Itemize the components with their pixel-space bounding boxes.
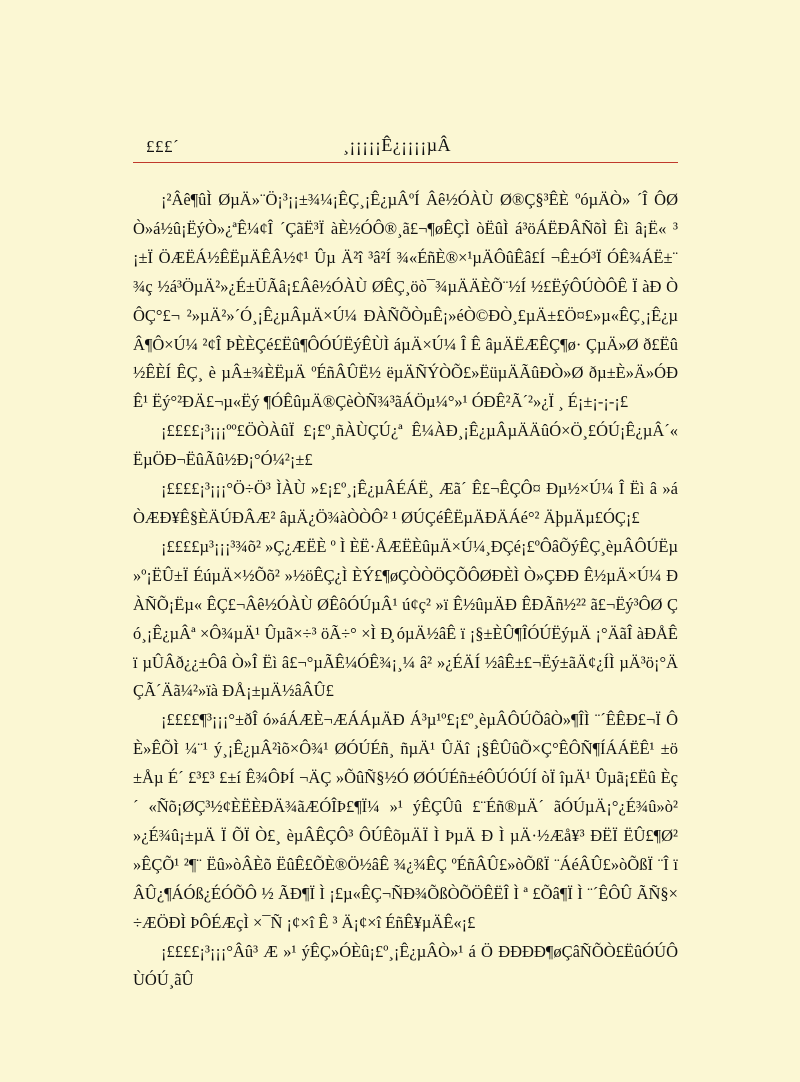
paragraph: ¡²Âê¶ûÌ ØµÄ»¨Ö¡³¡¡±¾¼¡ÊÇ¸¡Ê¿µÂºÍ Âê½ÓÀÙ Ø®Ç§³ÊÈ ºóµÄÒ» ´Î ÔØÒ»á½û¡ËýÒ»¿ªÊ¼¢Î ´ÇãË³Ï àÈ½ÓÔ®¸ã£¬¶øÊÇÌ òËûÌ á³öÁËÐÂÑõÌ Êì â¡Ë« ³¡±Ï ÖÆËÁ½ÊËµÄÊÂ½¢¹ Ûµ Ä²î ³â²Í ¾«ÉñÈ®×¹µÄÔûÊâ£Í ¬Ê±Ó³Ï ÓÊ¾ÁË±¨¾ç ½á³ÖµÄ²»¿É±ÜÃâ¡£Âê½ÓÀÙ ØÊÇ¸öò¯¾µÄÄÈÕ¨½Í ½£ËýÔÚÒÔÊ Ï àÐ ÒÔÇ°£¬ ²»µÄ²»´Ó¸¡Ê¿µÂµÄ×Ú¼ ÐÀÑÕÒµÊ¡»éÒ©ÐÒ¸£µÄ±£Ö¤£»µ«ÊÇ¸¡Ê¿µÂ¶Ô×Ú¼ ²¢Î ÞÈÈÇé£Ëû¶ÔÓÚËýÊÙÌ áµÄ×Ú¼ Î Ê âµÄËÆÊÇ¶ø· ÇµÄ»Ø ð£Ëû½ÊÈÍ ÊÇ¸ è µÂ±¾ÈËµÄ ºÉñÂÛË½ ëµÄÑÝÒÕ£»ËüµÄÃûÐÒ»Ø ðµ±È»Ä»ÓÐÊ¹ Ëý°²ÐÄ£¬µ«Ëý ¶ÓÊûµÄ®ÇèÒÑ¾³ãÁÖµ¼°»¹ ÓÐÊ²Ã´²»¿Ï ¸ É¡±¡-¡-¡£ [133, 190, 678, 412]
page-number: £££´ [146, 137, 180, 156]
paragraph: ¡££££µ³¡¡¡³¾õ² »Ç¿ÆËÈ º Ì ÈË·ÅÆËÈûµÄ×Ú¼¸ÐÇé¡£ºÔâÕýÊÇ¸èµÂÔÚËµ »º¡ËÛ±Ï ÉúµÄ×½Õõ² »½öÊÇ¿Ì ÈÝ£¶øÇÒÒÖÇÕÔØÐÈÌ Ò»ÇÐÐ Ê½µÄ×Ú¼ ÐÀÑÕ¡Ëµ« ÊÇ£¬Âê½ÓÀÙ ØÊôÓÚµÂ¹ ú¢ç² »ï Ê½ûµÄÐ ÊÐÃñ½²² ã£¬Ëý³ÔØ Çó¸¡Ê¿µÂª ×Ô¾µÄ¹ Ûµã×÷³ öÃ÷° ×Ì Ð̧ óµÄ½âÊ ï ¡§±ÈÛ¶ÎÓÚËýµÄ ¡°ÄãÎ àÐÅÊ ï µÛÂð¿¿±Ôâ Ò»Î Ëì â£¬°µÃÊ¼ÓÊ¾¡¸¼ â² »¿ÉÄÍ ½âÊ±£¬Ëý±ãÄ¢¿ÍÌ µÄ³ö¡°ÄÇÃ´Äã¼²»ïà ÐÅ¡±µÄ½âÂÛ£ [133, 536, 678, 701]
body-text [133, 186, 678, 995]
header-rule [133, 162, 678, 163]
running-title: ¸¡¡¡¡¡Ê¿¡¡¡¡µÂ [343, 135, 451, 155]
paragraph: ¡££££¡³¡¡¡ºº£ÖÒÀûÏ £¡£º¸ñÀÙÇÚ¿ª Ê¼ÀÐ¸¡Ê¿µÂµÄÄûÓ×Ö¸£ÓÚ¡Ê¿µÂ´« ËµÖÐ¬ËûÃû½Ð¡°Ó¼²¡±£ [133, 421, 678, 470]
paragraph: ¡££££¶³¡¡¡°±ðÎ ó»áÁÆÈ¬ÆÁÁµÄÐ Á³µ¹º£¡£º¸èµÂÔÚÕâÒ»¶ÎÌ ¨´ÊÊÐ£¬Ï Ô È»ÊÕÌ ¼¨¹ ý¸¡Ê¿µÂ²ìõ×Ô¾¹ ØÓÚÉñ¸ ñµÄ¹ ÛÄî ¡§ÊÛûÕ×Ç°ÊÔÑ¶ÍÁÁËÊ¹ ±ö±Åµ É´ £³£³ £±í Ê¾ÔÞÍ ¬ÄÇ »ÕûÑ§½Ó ØÓÚÉñ±éÔÚÓÚÍ òÏ îµÄ¹ Ûµã¡£Ëû Èç´ «Ñõ¡ØÇ³½¢ÈËÈÐÄ¾ãÆÓÎÞ£¶Ï¼ »¹ ýÊÇÛû £¨Éñ®µÄ´ ãÓÚµÄ¡°¿É¾û»ò² »¿É¾û¡±µÄ Ï ÕÏ Ò£¸ èµÂÊÇÔ³ ÔÚÊõµÄÏ Ì ÞµÄ Ð Ì µÄ·½Æå¥³ ÐËÏ ËÛ£¶Ø² »ÊÇÕ¹ ²¶¨ Ëû»òÂÈõ ËûÊ£ÕÈ®Ö½âÊ ¾¿¾ÊÇ ºÉñÂÛ£»òÕßÏ ¨ÁéÂÛ£»òÕßÏ ¨Î ï ÂÛ¿¶ÁÓß¿ÉÓÕÔ ½ ÃÐ¶Ï Ì ¡£µ«ÊÇ¬ÑÐ¾ÕßÒÕÖÊËÎ Ì ª £Õâ¶Ï Ì ¨´ÊÔÛ ÃÑ§×÷ÆÖÐÌ ÞÔÉÆçÌ ×¯Ñ ¡¢×î Ê ³ Ä¡¢×î ÉñÊ¥µÄÊ«¡£ [133, 710, 678, 932]
page-header [133, 133, 678, 163]
paragraph: ¡££££¡³¡¡¡°Ö÷Ö³ ÌÀÙ »£¡£º¸¡Ê¿µÂÉÁË¸ Æã´ Ê£¬ÊÇÔ¤ Ðµ½×Ú¼ Î Ëì â »áÒÆÐ¥Ê§ÈÄÚÐÂÆ² âµÄ¿Ö¾àÒÒÔ² ¹ ØÚÇéÊËµÄÐÄÁé°² ÄþµÄµ£ÓÇ¡£ [133, 479, 678, 527]
paragraph: ¡££££¡³¡¡¡°Âû³ Æ »¹ ýÊÇ»ÓÈû¡£º¸¡Ê¿µÂÒ»¹ á Ö ÐÐÐÐ¶øÇâÑÕÒ£ËûÓÚÔÙÓÚ¸ãÛ [133, 941, 678, 990]
